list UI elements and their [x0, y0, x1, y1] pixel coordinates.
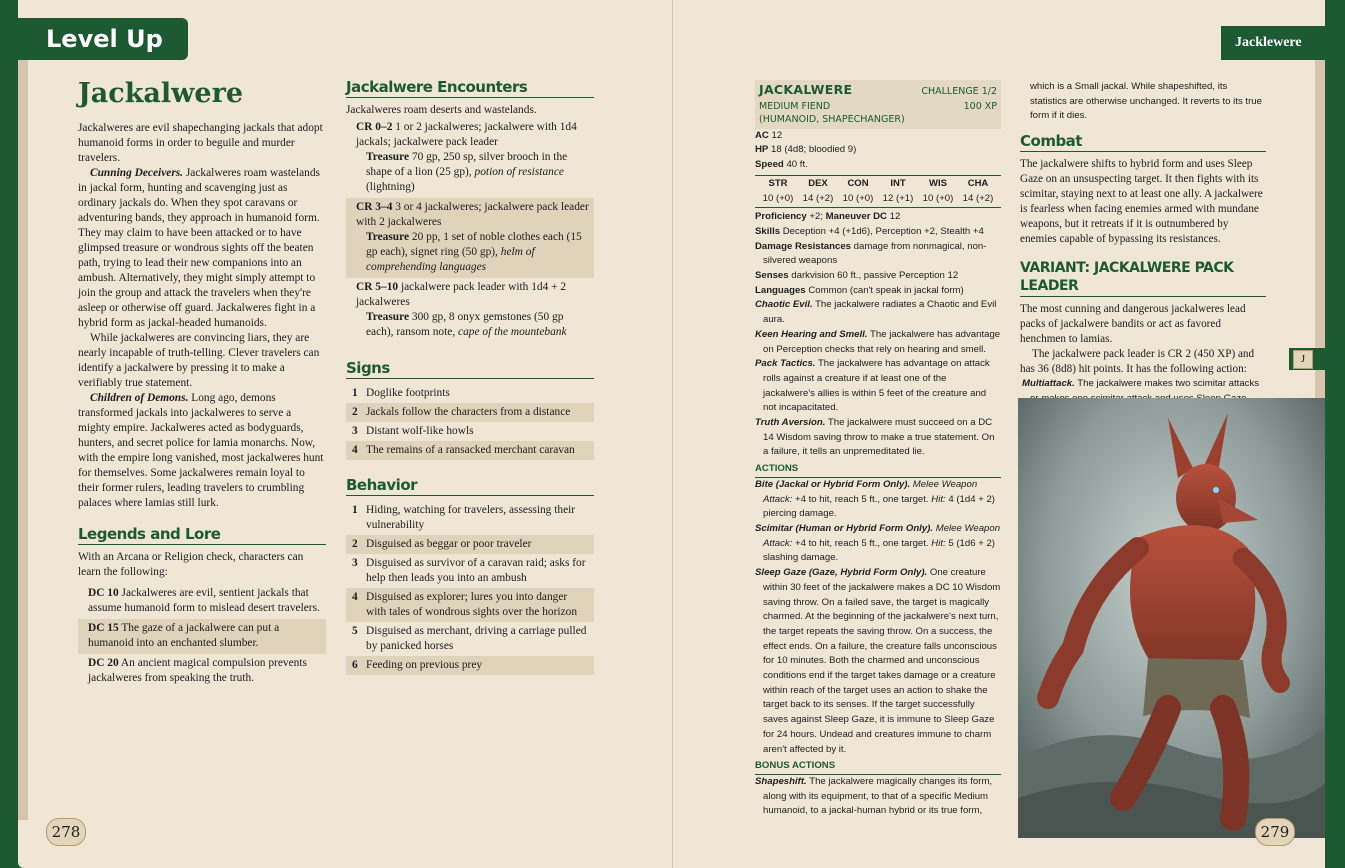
stat-value: Common (can't speak in jackal form) [805, 284, 964, 296]
row-text: Disguised as merchant, driving a carriage pulled by panicked horses [366, 625, 587, 652]
encounters-column [346, 78, 594, 675]
row-text: Disguised as explorer; lures you into danger with tales of wondrous sights over the horizon [366, 591, 578, 618]
intro-paragraph: Jackalweres are evil shapechanging jackals that adopt humanoid forms in order to beguile and murder travelers. [78, 122, 323, 164]
row-text: Distant wolf-like howls [366, 425, 474, 437]
variant-paragraph: The most cunning and dangerous jackalweres lead packs of jackalwere bandits or act as favored henchmen to lamias. [1020, 303, 1246, 346]
stat-label: Languages [755, 284, 806, 296]
encounters-intro: Jackalweres roam deserts and wastelands. [346, 104, 537, 116]
row-text: Disguised as beggar or poor traveler [366, 538, 532, 550]
action-text: +4 to hit, reach 5 ft., one target. [792, 537, 932, 549]
page-number-left: 278 [46, 818, 86, 846]
trait-name: Pack Tactics. [755, 358, 816, 370]
action-type: Melee Weapon Attack: [763, 478, 978, 505]
behavior-row [346, 535, 594, 554]
encounter-text: 1 or 2 jackalweres; jackalwere with 1d4 jackals; jackalwere pack leader [356, 121, 577, 148]
intro-text: Long ago, demons transformed jackals into jackalweres to serve a mighty empire. Jackalweres acted as bodyguards, hunters, and secret police for lamia monarchs. Now, with the empire long vanished, most jackalweres hunt for themselves. Some jackalweres remain loyal to their former rulers, leading travelers to crumbling palaces where lamias still lurk. [78, 392, 324, 509]
action-text: +4 to hit, reach 5 ft., one target. [792, 493, 932, 505]
encounter-treasure [356, 230, 590, 275]
left-page [18, 0, 673, 868]
row-number: 1 [352, 504, 358, 516]
stat-block-header [755, 80, 1001, 129]
trait [755, 416, 1001, 460]
encounter-item [346, 198, 594, 278]
action [755, 566, 1001, 757]
behavior-row [346, 588, 594, 622]
action-name: Bite (Jackal or Hybrid Form Only). [755, 478, 911, 490]
skills [755, 225, 1001, 240]
ability-name: DEX [808, 177, 828, 189]
behavior-row [346, 501, 594, 535]
lore-dc: DC 15 [88, 622, 119, 634]
ability-name: INT [890, 177, 906, 189]
encounter-item [346, 278, 594, 343]
bonus-action [755, 775, 1001, 819]
action-type: Melee Weapon Attack: [763, 522, 1001, 549]
ability-value: 10 (+0) [922, 192, 954, 204]
ability-value: 10 (+0) [762, 192, 794, 204]
row-text: The remains of a ransacked merchant caravan [366, 444, 575, 456]
lore-text: Jackalweres are evil, sentient jackals that assume humanoid form to mislead desert travelers. [88, 587, 320, 614]
page-number-right: 279 [1255, 818, 1295, 846]
trait-name: Truth Aversion. [755, 417, 826, 429]
row-number: 2 [352, 538, 358, 550]
encounter-treasure [356, 310, 590, 340]
stat-label: Damage Resistances [755, 240, 851, 252]
legends-heading: Legends and Lore [78, 525, 326, 545]
stat-label: Senses [755, 270, 789, 282]
right-page [673, 0, 1325, 868]
signs-row [346, 403, 594, 422]
action-damage: 4 (1d4 + 2) piercing damage. [763, 493, 995, 520]
bonus-actions-heading: BONUS ACTIONS [755, 759, 1001, 775]
shapeshift-continued: which is a Small jackal. While shapeshifted, its statistics are otherwise unchanged. It reverts to its true form if it dies. [1030, 81, 1262, 122]
encounter-treasure [356, 150, 590, 195]
lore-item [78, 619, 326, 654]
behavior-row [346, 622, 594, 656]
signs-row [346, 441, 594, 460]
ability-scores [755, 175, 1001, 208]
ability-str [759, 177, 797, 206]
languages [755, 284, 1001, 299]
treasure-tail: (lightning) [366, 181, 415, 193]
ability-int [879, 177, 917, 206]
proficiency [755, 210, 1001, 225]
encounters-heading: Jackalwere Encounters [346, 78, 594, 98]
legends-intro: With an Arcana or Religion check, characters can learn the following: [78, 551, 304, 578]
trait [755, 298, 1001, 327]
jackalwere-illustration [1018, 398, 1325, 838]
ability-name: WIS [929, 177, 947, 189]
behavior-row [346, 554, 594, 588]
encounter-cr: CR 0–2 [356, 121, 393, 133]
chapter-banner: Jacklewere [1221, 26, 1325, 60]
size-type: MEDIUM FIEND [759, 100, 831, 112]
row-number: 5 [352, 625, 358, 637]
stat-value: 12 [768, 129, 783, 141]
encounter-cr: CR 5–10 [356, 281, 399, 293]
action-hit: Hit: [931, 537, 946, 549]
ability-con [839, 177, 877, 206]
treasure-label: Treasure [366, 311, 410, 323]
treasure-magic-item: cape of the mountebank [458, 326, 567, 338]
treasure-magic-item: helm of comprehending languages [366, 246, 535, 273]
trait [755, 357, 1001, 416]
action-hit: Hit: [931, 493, 946, 505]
creature-subtype: (HUMANOID, SHAPECHANGER) [759, 113, 905, 125]
stat-label: HP [755, 144, 769, 156]
row-text: Hiding, watching for travelers, assessing their vulnerability [366, 504, 576, 531]
book-title-banner: Level Up [18, 18, 188, 60]
lore-text: The gaze of a jackalwere can put a humanoid into an enchanted slumber. [88, 622, 280, 649]
stat-value: 40 ft. [783, 159, 808, 171]
encounter-cr: CR 3–4 [356, 201, 393, 213]
action-name: Scimitar (Human or Hybrid Form Only). [755, 522, 934, 534]
actions-heading: ACTIONS [755, 462, 1001, 478]
speed [755, 158, 1001, 173]
ability-value: 12 (+1) [882, 192, 914, 204]
row-number: 4 [352, 444, 358, 456]
treasure-label: Treasure [366, 231, 410, 243]
intro-lead: Children of Demons. [90, 392, 189, 404]
behavior-row [346, 656, 594, 675]
ability-value: 14 (+2) [802, 192, 834, 204]
trait-text: The jackalwere must succeed on a DC 14 Wisdom saving throw to make a true statement. On a failure, it tells an unpremeditated lie. [763, 417, 995, 458]
encounter-item [346, 118, 594, 198]
right-text-column [1020, 80, 1266, 407]
treasure-text: 300 gp, 8 onyx gemstones (50 gp each), ransom note, [366, 311, 564, 338]
armor-class [755, 129, 1001, 144]
row-text: Feeding on previous prey [366, 659, 483, 671]
signs-heading: Signs [346, 359, 594, 379]
intro-paragraph [78, 166, 326, 331]
creature-name: JACKALWERE [759, 82, 853, 97]
treasure-magic-item: potion of resistance [474, 166, 564, 178]
stat-label: Skills [755, 225, 781, 237]
lore-text: An ancient magical compulsion prevents jackalweres from speaking the truth. [88, 657, 307, 684]
row-text: Jackals follow the characters from a distance [366, 406, 571, 418]
treasure-text: 70 gp, 250 sp, silver brooch in the shape of a lion (25 gp), [366, 151, 568, 178]
action-name: Shapeshift. [755, 775, 807, 787]
row-number: 4 [352, 591, 358, 603]
behavior-heading: Behavior [346, 476, 594, 496]
stat-value: 18 (4d8; bloodied 9) [768, 144, 857, 156]
trait-text: The jackalwere has advantage on attack rolls against a creature if at least one of the jackalwere's allies is within 5 feet of the creature and not incapacitated. [763, 358, 990, 414]
stat-label: AC [755, 129, 769, 141]
action [755, 478, 1001, 522]
trait-name: Chaotic Evil. [755, 299, 813, 311]
row-number: 6 [352, 659, 358, 671]
encounter-text: 3 or 4 jackalweres; jackalwere pack leader with 2 jackalweres [356, 201, 589, 228]
encounter-text: jackalwere pack leader with 1d4 + 2 jackalweres [356, 281, 567, 308]
trait-text: The jackalwere has advantage on Perception checks that rely on hearing and smell. [763, 328, 1001, 355]
ability-name: CHA [967, 177, 989, 189]
senses [755, 269, 1001, 284]
action [755, 522, 1001, 566]
row-number: 3 [352, 557, 358, 569]
row-number: 2 [352, 406, 358, 418]
jackalwere-illustration-svg [1018, 398, 1325, 838]
action-text: The jackalwere magically changes its form, along with its equipment, to that of a specific Medium humanoid, to a jackal-human hybrid or its true form, [763, 775, 993, 817]
ability-value: 14 (+2) [962, 192, 994, 204]
combat-heading: Combat [1020, 132, 1266, 152]
action-damage: 5 (1d6 + 2) slashing damage. [763, 537, 995, 564]
trait [755, 328, 1001, 357]
chapter-letter-tab [1289, 348, 1325, 370]
stat-value: darkvision 60 ft., passive Perception 12 [788, 270, 959, 282]
row-number: 3 [352, 425, 358, 437]
lore-dc: DC 20 [88, 657, 119, 669]
intro-paragraph [78, 391, 326, 511]
intro-column [78, 121, 326, 689]
signs-row [346, 384, 594, 403]
hit-points [755, 143, 1001, 158]
treasure-label: Treasure [366, 151, 410, 163]
xp-value: 100 XP [963, 100, 997, 112]
stat-label: Maneuver DC [825, 211, 887, 223]
stat-label: Speed [755, 159, 784, 171]
trait-text: The jackalwere radiates a Chaotic and Evil aura. [763, 299, 997, 326]
row-number: 1 [352, 387, 358, 399]
action-text: The jackalwere makes two scimitar attacks [1077, 378, 1260, 390]
action-name: Sleep Gaze (Gaze, Hybrid Form Only). [755, 567, 928, 579]
stat-block [755, 80, 1001, 819]
stat-value: Deception +4 (+1d6), Perception +2, Stealth +4 [780, 225, 984, 237]
combat-text: The jackalwere shifts to hybrid form and uses Sleep Gaze on an unsuspecting target. It then fights with its scimitar, staying next to at least one ally. A jackalwere is fearless when facing enemies armed with mundane weapons, but it retreats if it is outnumbered by enemies capable of bypassing its resistances. [1020, 158, 1263, 246]
chapter-letter: J [1293, 350, 1313, 369]
page-title: Jackalwere [78, 78, 243, 109]
ability-value: 10 (+0) [842, 192, 874, 204]
row-text: Doglike footprints [366, 387, 450, 399]
stat-value: damage from nonmagical, non-silvered weapons [763, 240, 987, 267]
stat-value: +2; [806, 211, 826, 223]
ability-dex [799, 177, 837, 206]
stat-value: 12 [886, 211, 901, 223]
action-text: One creature within 30 feet of the jackalwere makes a DC 10 Wisdom saving throw. On a failed save, the target is magically charmed. At the beginning of the jackalwere's next turn, the target repeats the saving throw. On a success, the effect ends. On a failure, the creature falls unconscious for 10 minutes. Both the charmed and unconscious conditions end if the target takes damage or a creature within reach of the target uses an action to shake the target back to its senses. If the target successfully saves against Sleep Gaze, it is immune to Sleep Gaze for 24 hours. Undead and creatures immune to charm aren't affected by it. [763, 567, 1001, 755]
trait-name: Keen Hearing and Smell. [755, 328, 868, 340]
row-text: Disguised as survivor of a caravan raid; asks for help then leads you into an ambush [366, 557, 586, 584]
variant-heading: VARIANT: JACKALWERE PACK LEADER [1020, 259, 1266, 297]
damage-resistances [755, 240, 1001, 269]
intro-lead: Cunning Deceivers. [90, 167, 184, 179]
signs-row [346, 422, 594, 441]
intro-text: Jackalweres roam wastelands in jackal form, hunting and scavenging just as ordinary jackals do. When they spot caravans or adventuring bands, they approach in humanoid form. They may claim to have been attacked or to have glimpsed treasure or wondrous sights off the beaten path, trying to lead their new companions into an ambush. Alternatively, they might simply attempt to join the group and attack the travelers when they're asleep or otherwise off guard. Jackalweres fight in a hybrid form as jackal-headed humanoids. [78, 167, 320, 329]
variant-paragraph: The jackalwere pack leader is CR 2 (450 XP) and has 36 (8d8) hit points. It has the following action: [1020, 348, 1255, 376]
lore-item [78, 654, 326, 689]
stat-label: Proficiency [755, 211, 807, 223]
ability-wis [919, 177, 957, 206]
intro-paragraph: While jackalweres are convincing liars, they are nearly incapable of truth-telling. Clever travelers can identify a jackalwere by pressing it to make a verifiably true statement. [78, 332, 320, 389]
lore-dc: DC 10 [88, 587, 119, 599]
action-name: Multiattack. [1022, 378, 1075, 390]
ability-cha [959, 177, 997, 206]
ability-name: CON [847, 177, 869, 189]
left-border-vine [18, 60, 28, 820]
treasure-text: 20 pp, 1 set of noble clothes each (15 gp each), signet ring (50 gp), [366, 231, 582, 258]
challenge-rating: CHALLENGE 1/2 [921, 86, 997, 97]
ability-name: STR [768, 177, 788, 189]
lore-item [78, 584, 326, 619]
